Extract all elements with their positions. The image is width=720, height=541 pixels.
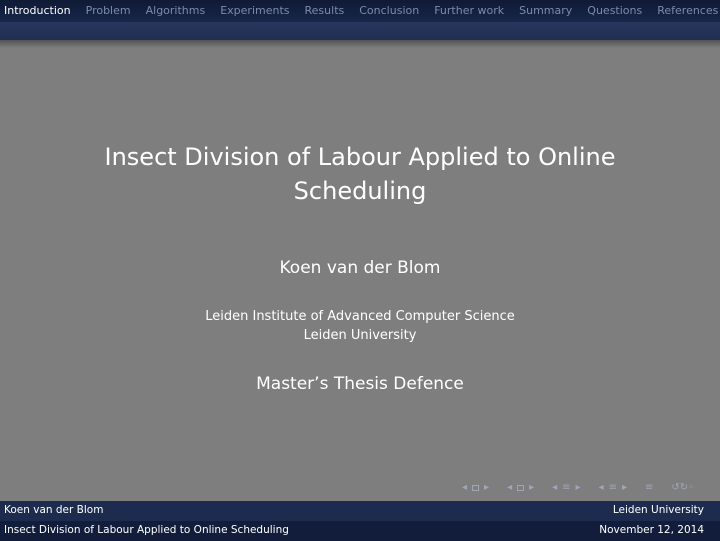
- slide-title: [0, 140, 720, 208]
- section-navigation-bar: [0, 0, 720, 22]
- slide-left-arrow-icon[interactable]: ◂: [462, 482, 468, 493]
- nav-experiments[interactable]: Experiments: [220, 4, 290, 17]
- frame-icon[interactable]: [517, 485, 524, 491]
- slide-event: Master’s Thesis Defence: [256, 374, 464, 394]
- footer-row-top: [0, 501, 720, 521]
- frame-left-arrow-icon[interactable]: ◂: [507, 482, 513, 493]
- subsection-icon[interactable]: ≡: [562, 482, 571, 493]
- document-icon[interactable]: ≡: [645, 482, 654, 493]
- nav-conclusion[interactable]: Conclusion: [359, 4, 420, 17]
- slide-icon[interactable]: [472, 485, 479, 491]
- section-left-arrow-icon[interactable]: ◂: [598, 482, 604, 493]
- slide-institute: [0, 307, 720, 345]
- subsection-left-arrow-icon[interactable]: ◂: [552, 482, 558, 493]
- nav-summary[interactable]: Summary: [519, 4, 573, 17]
- footer: [0, 501, 720, 541]
- institute-line-2: Leiden University: [303, 328, 417, 343]
- slide-right-arrow-icon[interactable]: ▸: [484, 482, 490, 493]
- beamer-navigation-symbols: [462, 482, 694, 493]
- back-forward-search-icon[interactable]: ↺↻◦: [671, 482, 695, 493]
- nav-further-work[interactable]: Further work: [434, 4, 505, 17]
- nav-results[interactable]: Results: [304, 4, 345, 17]
- header-stripe: [0, 22, 720, 40]
- section-icon[interactable]: ≡: [608, 482, 617, 493]
- subsection-right-arrow-icon[interactable]: ▸: [575, 482, 581, 493]
- nav-algorithms[interactable]: Algorithms: [145, 4, 206, 17]
- slide-title-line-1: Insect Division of Labour Applied to Online: [104, 143, 616, 171]
- footer-short-title: Insect Division of Labour Applied to Online Scheduling: [4, 524, 289, 536]
- slide-title-line-2: Scheduling: [293, 177, 427, 205]
- footer-row-bottom: [0, 521, 720, 541]
- footer-date: November 12, 2014: [599, 524, 704, 536]
- nav-questions[interactable]: Questions: [587, 4, 643, 17]
- nav-references[interactable]: References: [657, 4, 719, 17]
- frame-right-arrow-icon[interactable]: ▸: [529, 482, 535, 493]
- slide-author: Koen van der Blom: [279, 258, 441, 278]
- institute-line-1: Leiden Institute of Advanced Computer Science: [205, 309, 515, 324]
- nav-introduction[interactable]: Introduction: [4, 4, 71, 17]
- footer-university: Leiden University: [612, 504, 704, 516]
- nav-problem[interactable]: Problem: [85, 4, 131, 17]
- header-shadow: [0, 40, 720, 48]
- section-right-arrow-icon[interactable]: ▸: [622, 482, 628, 493]
- section-navigation-list: [4, 4, 718, 17]
- footer-author: Koen van der Blom: [4, 504, 104, 516]
